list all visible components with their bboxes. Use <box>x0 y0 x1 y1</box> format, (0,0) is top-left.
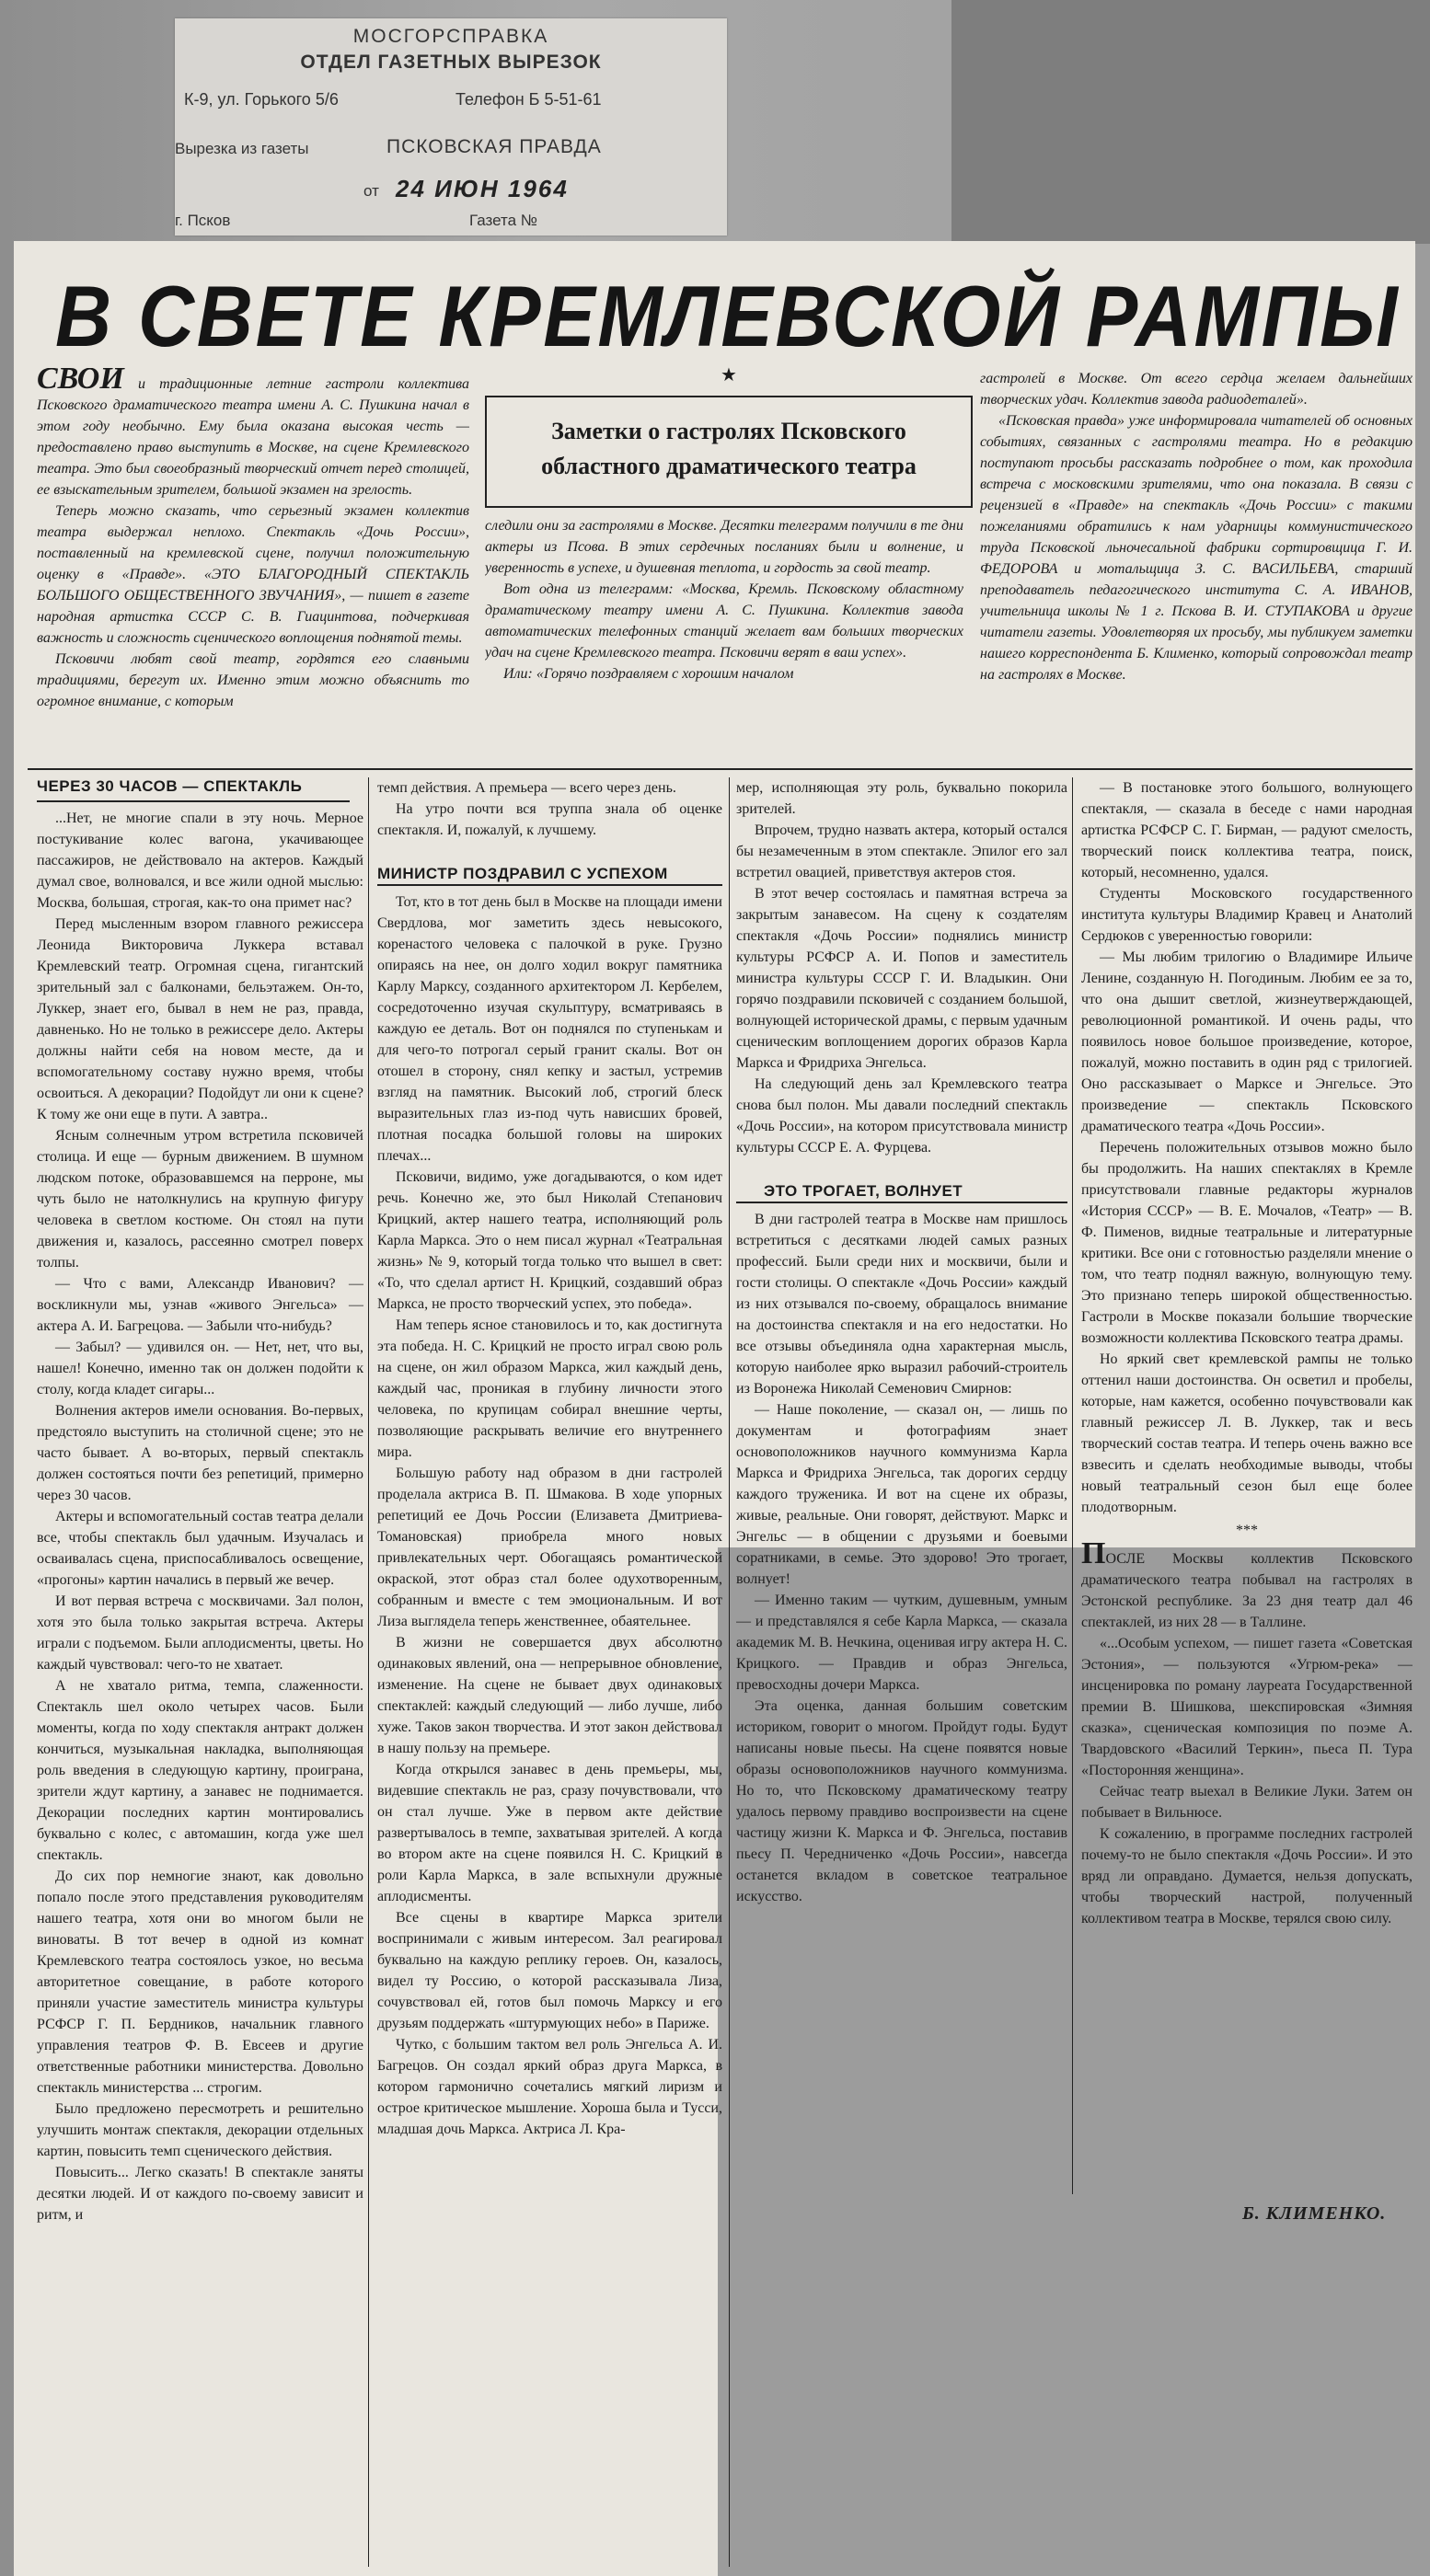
section-rule <box>28 768 1413 770</box>
body-paragraph: Студенты Московского государственного института культуры Владимир Кравец и Анатолий Сердюков с уверенностью говорили: <box>1081 886 1413 944</box>
body-paragraph: Перечень положительных отзывов можно было бы продолжить. На наших спектаклях в Кремле присутствовали главные редакторы журналов «История СССР» — В. Е. Мочалов, «Театр» — В. Ф. Пименов, видные театральные и литературные критики. Все они с готовностью разделяли мнение о том, что театр поднял важную, волнующую тему. Это признано теперь широкой общественностью. Гастроли в Москве показали большие творческие возможности коллектива Псковского театра драмы. <box>1081 1140 1413 1346</box>
body-paragraph: И вот первая встреча с москвичами. Зал полон, хотя это была только закрытая встреча. Актеры играли с подъемом. Были аплодисменты, цветы. Но каждый чувствовал: чего-то не хватает. <box>37 1593 363 1673</box>
clipping-label: Вырезка из газеты <box>175 140 309 157</box>
author-signature: Б. КЛИМЕНКО. <box>1242 2203 1387 2224</box>
body-paragraph: Было предложено пересмотреть и решительно улучшить монтаж спектакля, декорации отдельных картин, повысить темп сценического действия. <box>37 2101 363 2159</box>
department-name: ОТДЕЛ ГАЗЕТНЫХ ВЫРЕЗОК <box>300 52 602 73</box>
intro-paragraph: Псковичи любят свой театр, гордятся его славными традициями, берегут их. Именно этим можно объяснить то огромное внимание, с которым <box>37 651 469 709</box>
body-paragraph: Но яркий свет кремлевской рампы не только оттенил наши достоинства. Он осветил и пробелы, которые, нам кажется, особенно почувствовали как главный режиссер Л. В. Луккер, так и весь творческий состав театра. И теперь очень важно все взвесить и сделать необходимые выводы, чтобы новый театральный сезон был еще более плодотворным. <box>1081 1351 1413 1515</box>
scan-shadow <box>951 0 1430 244</box>
city-label: г. Псков <box>175 212 231 229</box>
body-paragraph: На следующий день зал Кремлевского театра снова был полон. Мы давали последний спектакль «Дочь России», на котором присутствовала министр культуры СССР Е. А. Фурцева. <box>736 1076 1067 1156</box>
column-divider <box>368 777 369 2567</box>
body-paragraph: темп действия. А премьера — всего через день. <box>377 780 676 796</box>
intro-paragraph: гастролей в Москве. От всего сердца желаем дальнейших творческих удач. Коллектив завода радиодеталей». <box>980 371 1413 408</box>
newspaper-name: ПСКОВСКАЯ ПРАВДА <box>386 136 602 157</box>
body-paragraph: мер, исполняющая эту роль, буквально покорила зрителей. <box>736 780 1067 817</box>
body-paragraph: ...Нет, не многие спали в эту ночь. Мерное постукивание колес вагона, укачивающее пассажиров, не действовало на актеров. Каждый думал свое, волновался, и все жили одной мыслью: Москва, большая, строгая, как-то она примет нас? <box>37 811 363 911</box>
body-paragraph: Актеры и вспомогательный состав театра делали все, чтобы спектакль был удачным. Изучалась и осваивалась сцена, приспосабливалось освещение, «прогоны» картин начались в первый же вечер. <box>37 1509 363 1588</box>
subheading-minister: МИНИСТР ПОЗДРАВИЛ С УСПЕХОМ <box>377 863 722 886</box>
bureau-address: К-9, ул. Горького 5/6 <box>184 90 339 109</box>
body-paragraph: ПОСЛЕ Москвы коллектив Псковского драматического театра побывал на гастролях в Эстонской республике. За 23 дня театр дал 46 спектаклей, из них 28 — в Таллине. <box>1081 1536 1413 1630</box>
intro-paragraph: Или: «Горячо поздравляем с хорошим началом <box>503 666 794 682</box>
subheading-underline <box>37 800 350 802</box>
issue-number-label: Газета № <box>469 212 538 229</box>
body-paragraph: В дни гастролей театра в Москве нам пришлось встретиться с десятками людей самых разных профессий. Были среди них и москвичи, были и гости столицы. О спектакле «Дочь России» каждый из них отзывался по-своему, обращалось внимание на достоинства спектакля и на его недостатки. Но все отзывы объединяла одна характерная мысль, которую наиболее ярко выразил рабочий-строитель из Воронежа Николай Семенович Смирнов: <box>736 1212 1067 1397</box>
body-paragraph: Когда открылся занавес в день премьеры, мы, видевшие спектакль не раз, сразу почувствовали, что он стал лучше. Уже в первом акте действие развертывалось в темпе, захватывая зрителей. А когда во втором акте на сцене появился Н. С. Крицкий в роли Карла Маркса, в зале вспыхнули дружные аплодисменты. <box>377 1762 722 1904</box>
body-paragraph: Нам теперь ясное становилось и то, как достигнута эта победа. Н. С. Крицкий не просто играл свою роль на сцене, он жил образом Маркса, жил каждый день, каждый час, проникая в глубину личности этого человека, по крупицам собирал внешние черты, позволяющие раскрывать величие его внутреннего мира. <box>377 1317 722 1460</box>
subheading-touching: ЭТО ТРОГАЕТ, ВОЛНУЕТ <box>736 1180 1067 1203</box>
bureau-name: МОСГОРСПРАВКА <box>352 26 549 47</box>
body-paragraph: Большую работу над образом в дни гастролей проделала актриса В. П. Шмакова. В ходе упорных репетиций ее Дочь России (Елизавета Дмитриева-Томановская) приобрела много новых привлекательных черт. Обогащаясь романтической окраской, этот образ стал более одухотворенным, собранным и вместе с тем эмоциональным. И вот Лиза выглядела теперь женственнее, обаятельнее. <box>377 1466 722 1629</box>
intro-paragraph: Теперь можно сказать, что серьезный экзамен коллектив театра выдержал неплохо. Спектакль «Дочь России», поставленный на кремлевской сцене, получил положительную оценку в «Правде». «ЭТО БЛАГОРОДНЫЙ СПЕКТАКЛЬ БОЛЬШОГО ОБЩЕСТВЕННОГО ЗВУЧАНИЯ», — пишет в газете народная артистка СССР С. В. Гиацинтова, подчеркивая важность и сложность сценического воплощения поднятой темы. <box>37 503 469 646</box>
clipping-slip <box>175 18 727 236</box>
intro-column-3 <box>980 368 1413 764</box>
body-paragraph: До сих пор немногие знают, как довольно попало после этого представления руководителям нашего театра, хотя они во многом были не виноваты. В тот вечер в одной из комнат Кремлевского театра состоялось узкое, но весьма авторитетное совещание, в работе которого приняли участие заместитель министра культуры РСФСР Г. П. Бердников, начальник главного управления театров Ф. В. Евсеев и другие ответственные работники министерства. Довольно спектакль министерства ... строгим. <box>37 1869 363 2096</box>
body-paragraph: Ясным солнечным утром встретила псковичей столица. И еще — бурным движением. В шумном людском потоке, образовавшемся на перроне, мы чуть было не натолкнулись на крупную фигуру человека в светлом костюме. Он стоял на пути движения и, казалось, рассеянно смотрел поверх толпы. <box>37 1128 363 1271</box>
body-column-4 <box>1081 777 1413 2194</box>
date-label: от <box>363 182 379 200</box>
subheading-30-hours: ЧЕРЕЗ 30 ЧАСОВ — СПЕКТАКЛЬ <box>37 777 303 795</box>
body-paragraph: Чутко, с большим тактом вел роль Энгельса А. И. Багрецов. Он создал яркий образ друга Маркса, в котором гармонично сочетались мягкий лиризм и острое критическое мышление. Хороша была и Тусси, младшая дочь Маркса. Актриса Л. Кра- <box>377 2037 722 2137</box>
body-paragraph: К сожалению, в программе последних гастролей почему-то не было спектакля «Дочь России». И это вряд ли оправдано. Думается, нельзя допускать, чтобы творческий настрой, полученный коллективом театра в Москве, терялся свою силу. <box>1081 1826 1413 1926</box>
date-stamp: 24 ИЮН 1964 <box>396 175 569 202</box>
body-paragraph: — В постановке этого большого, волнующего спектакля, — сказала в беседе с нами народная артистка РСФСР С. Г. Бирман, — радуют смелость, творческий поиск коллектива театра, поиск, который, несомненно, удался. <box>1081 780 1413 880</box>
body-column-2 <box>377 777 722 2567</box>
body-paragraph: «...Особым успехом, — пишет газета «Советская Эстония», — пользуются «Угрюм-река» — инсценировка по роману лауреата Государственной премии В. Шишкова, шекспировская «Зимняя сказка», сценическая композиция по поэме А. Твардовского «Василий Теркин», пьеса П. Тура «Посторонняя женщина». <box>1081 1636 1413 1778</box>
body-paragraph: Все сцены в квартире Маркса зрители воспринимали с живым интересом. Зал реагировал буквально на каждую реплику героев. Он, казалось, видел ту Россию, о которой рассказывала Лиза, сочувствовал ей, готов был помочь Марксу и его друзьям поддержать «штурмующих небо» в Париже. <box>377 1910 722 2031</box>
body-paragraph: В жизни не совершается двух абсолютно одинаковых явлений, она — непрерывное обновление, изменение. На сцене не бывает двух одинаковых спектаклей: каждый следующий — либо лучше, либо хуже. Таков закон творчества. И этот закон действовал в нашу пользу на премьере. <box>377 1635 722 1756</box>
body-paragraph: Перед мысленным взором главного режиссера Леонида Викторовича Луккера вставал Кремлевский театр. Огромная сцена, гигантский зрительный зал с балконами, бельэтажем. Он-то, Луккер, знает его, бывал в нем не раз, правда, давненько. Но не только в режиссере дело. Актеры должны найти себя на новом месте, да и вспомогательному составу нужно время, чтобы освоиться. А декорации? Подойдут ли они к сцене? К тому же они еще в пути. А завтра.. <box>37 916 363 1122</box>
body-paragraph: На утро почти вся труппа знала об оценке спектакля. И, пожалуй, к лучшему. <box>377 801 722 838</box>
body-column-1 <box>37 808 363 2565</box>
body-column-3 <box>736 777 1067 2194</box>
drop-cap: П <box>1081 1536 1106 1570</box>
intro-paragraph: СВОИ и традиционные летние гастроли коллектива Псковского драматического театра имени А. С. Пушкина начал в этом году необычно. Ему была оказана высокая честь — предоставлено право выступить в Москве, на сцене Кремлевского театра. Это был своеобразный творческий отчет перед столицей, ее взыскательным зрителем, большой экзамен на зрелость. <box>37 368 469 500</box>
body-paragraph: Эта оценка, данная большим советским историком, говорит о многом. Пройдут годы. Будут написаны новые пьесы. На сцене появятся новые образы основоположников научного коммунизма. Но то, что Псковскому драматическому театру удалось первому правдиво воспроизвести на сцене частицу жизни К. Маркса и Ф. Энгельса, поставив пьесу П. Чередниченко «Дочь России», навсегда останется вкладом в советское театральное искусство. <box>736 1698 1067 1904</box>
deck-line: Заметки о гастролях Псковского <box>551 418 906 444</box>
body-paragraph: Псковичи, видимо, уже догадываются, о ком идет речь. Конечно же, это был Николай Степанович Крицкий, актер нашего театра, исполняющий роль Карла Маркса. Это о нем писал журнал «Театральная жизнь» № 9, который тогда только что вышел в свет: «То, что сделал артист Н. Крицкий, создавший образ Маркса, не просто творческий успех, это победа». <box>377 1169 722 1312</box>
intro-paragraph: следили они за гастролями в Москве. Десятки телеграмм получили в те дни актеры из Псова. В этих сердечных посланиях были и волнение, и уверенность в успехе, и душевная теплота, и гордость за свой театр. <box>485 518 963 576</box>
bureau-phone: Телефон Б 5-51-61 <box>456 90 602 109</box>
body-paragraph: — Наше поколение, — сказал он, — лишь по документам и фотографиям знает основоположников научного коммунизма Карла Маркса и Фридриха Энгельса, так дорогих сердцу каждого труженика. И вот на сцене их образы, живые, реальные. Они говорят, действуют. Маркс и Энгельс — в общении с друзьями и боевыми соратниками, в семье. Это здорово! Это трогает, волнует! <box>736 1402 1067 1587</box>
deck-box <box>485 396 973 508</box>
body-paragraph: Повысить... Легко сказать! В спектакле заняты десятки людей. И от каждого по-своему зависит и ритм, и <box>37 2165 363 2223</box>
intro-paragraph: «Псковская правда» уже информировала читателей об основных событиях, связанных с гастролями театра. Но в редакцию поступают просьбы рассказать подробнее о том, как проходила встреча с московскими зрителями, что она показала. В связи с рецензией в «Правде» на спектакль «Дочь России» с такими пожеланиями обратились к нам ударницы коммунистического труда Псковской льночесальной фабрики сортировщица Г. И. ФЕДОРОВА и мотальщица З. С. ВАСИЛЬЕВА, старший преподаватель педагогического института С. А. ИВАНОВ, учительница школы № 1 г. Пскова В. И. СТУПАКОВА и другие читатели газеты. Удовлетворяя их просьбу, мы публикуем заметки нашего корреспондента Б. Клименко, который сопровождал театр на гастролях в Москве. <box>980 413 1413 683</box>
body-paragraph: А не хватало ритма, темпа, слаженности. Спектакль шел около четырех часов. Были моменты, когда по ходу спектакля антракт должен кончиться, музыкальная накладка, выполняющая роль введения в следующую картину, проиграна, зрители ждут картину, а занавес не поднимается. Декорации последних картин монтировались буквально с колес, с автомашин, когда уже шел спектакль. <box>37 1678 363 1863</box>
intro-column-2 <box>485 515 963 764</box>
column-divider <box>729 777 730 2567</box>
intro-paragraph: Вот одна из телеграмм: «Москва, Кремль. Псковскому областному драматическому театру имени А. С. Пушкина. Коллектив завода автоматических телефонных станций желает вам больших творческих удач на сцене Кремлевского театра. Псковичи верят в ваш успех». <box>485 581 963 661</box>
drop-cap: СВОИ <box>37 368 124 396</box>
body-paragraph: — Забыл? — удивился он. — Нет, нет, что вы, нашел! Конечно, именно так он должен подойти к столу, когда кладет сигары... <box>37 1340 363 1397</box>
body-paragraph: — Мы любим трилогию о Владимире Ильиче Ленине, созданную Н. Погодиным. Любим ее за то, что она дышит светлой, жизнеутверждающей, революционной романтикой. И очень рады, что появилось новое большое произведение, которое, пожалуй, можно поставить в один ряд с трилогией. Оно рассказывает о Марксе и Энгельсе. Это произведение — спектакль Псковского драматического театра «Дочь России». <box>1081 949 1413 1134</box>
column-divider <box>1072 777 1073 2194</box>
body-paragraph: — Что с вами, Александр Иванович? — воскликнули мы, узнав «живого Энгельса» — актера А. И. Багрецова. — Забыли что-нибудь? <box>37 1276 363 1334</box>
body-paragraph: Сейчас театр выехал в Великие Луки. Затем он побывает в Вильнюсе. <box>1081 1784 1413 1821</box>
section-stars: *** <box>1236 1523 1258 1538</box>
headline: В СВЕТЕ КРЕМЛЕВСКОЙ РАМПЫ <box>55 268 1401 364</box>
body-paragraph: В этот вечер состоялась и памятная встреча за закрытым занавесом. На сцену к создателям спектакля «Дочь России» поднялись министр культуры РСФСР А. И. Попов и заместитель министра культуры СССР Г. И. Владыкин. Они горячо поздравили псковичей с созданием большой, волнующей исторической драмы, с первым удачным сценическим воплощением дорогих образов Карла Маркса и Фридриха Энгельса. <box>736 886 1067 1071</box>
star-ornament: ★ <box>721 365 737 385</box>
body-paragraph: — Именно таким — чутким, душевным, умным — и представлялся я себе Карла Маркса, — сказала академик М. В. Нечкина, оценивая игру актера Н. С. Крицкого. — Правдив и образ Энгельса, превосходны дочери Маркса. <box>736 1593 1067 1693</box>
deck-line: областного драматического театра <box>541 453 917 479</box>
body-paragraph: Тот, кто в тот день был в Москве на площади имени Свердлова, мог заметить здесь невысокого, коренастого человека с палочкой в руке. Грузно опираясь на нее, он долго ходил вокруг памятника Карлу Марксу, созданного архитектором Л. Кербелем, сосредоточенно изучая скульптуру, всматриваясь в каждую ее деталь. Вот он поднялся по ступенькам и для чего-то потрогал серый гранит скалы. Вот он отошел в сторону, снял кепку и застыл, устремив взгляд на памятник. Высокий лоб, строгий блеск выразительных глаз из-под чуть нависших бровей, плотная посадка большой головы на широких плечах... <box>377 894 722 1164</box>
body-paragraph: Волнения актеров имели основания. Во-первых, предстояло выступить на столичной сцене; это не часто бывает. А во-вторых, первый спектакль должен состояться почти без репетиций, примерно через 30 часов. <box>37 1403 363 1503</box>
body-paragraph: Впрочем, трудно назвать актера, который остался бы незамеченным в этом спектакле. Эпилог его зал встретил овацией, приветствуя актеров стоя. <box>736 822 1067 880</box>
intro-column-1 <box>37 368 469 764</box>
